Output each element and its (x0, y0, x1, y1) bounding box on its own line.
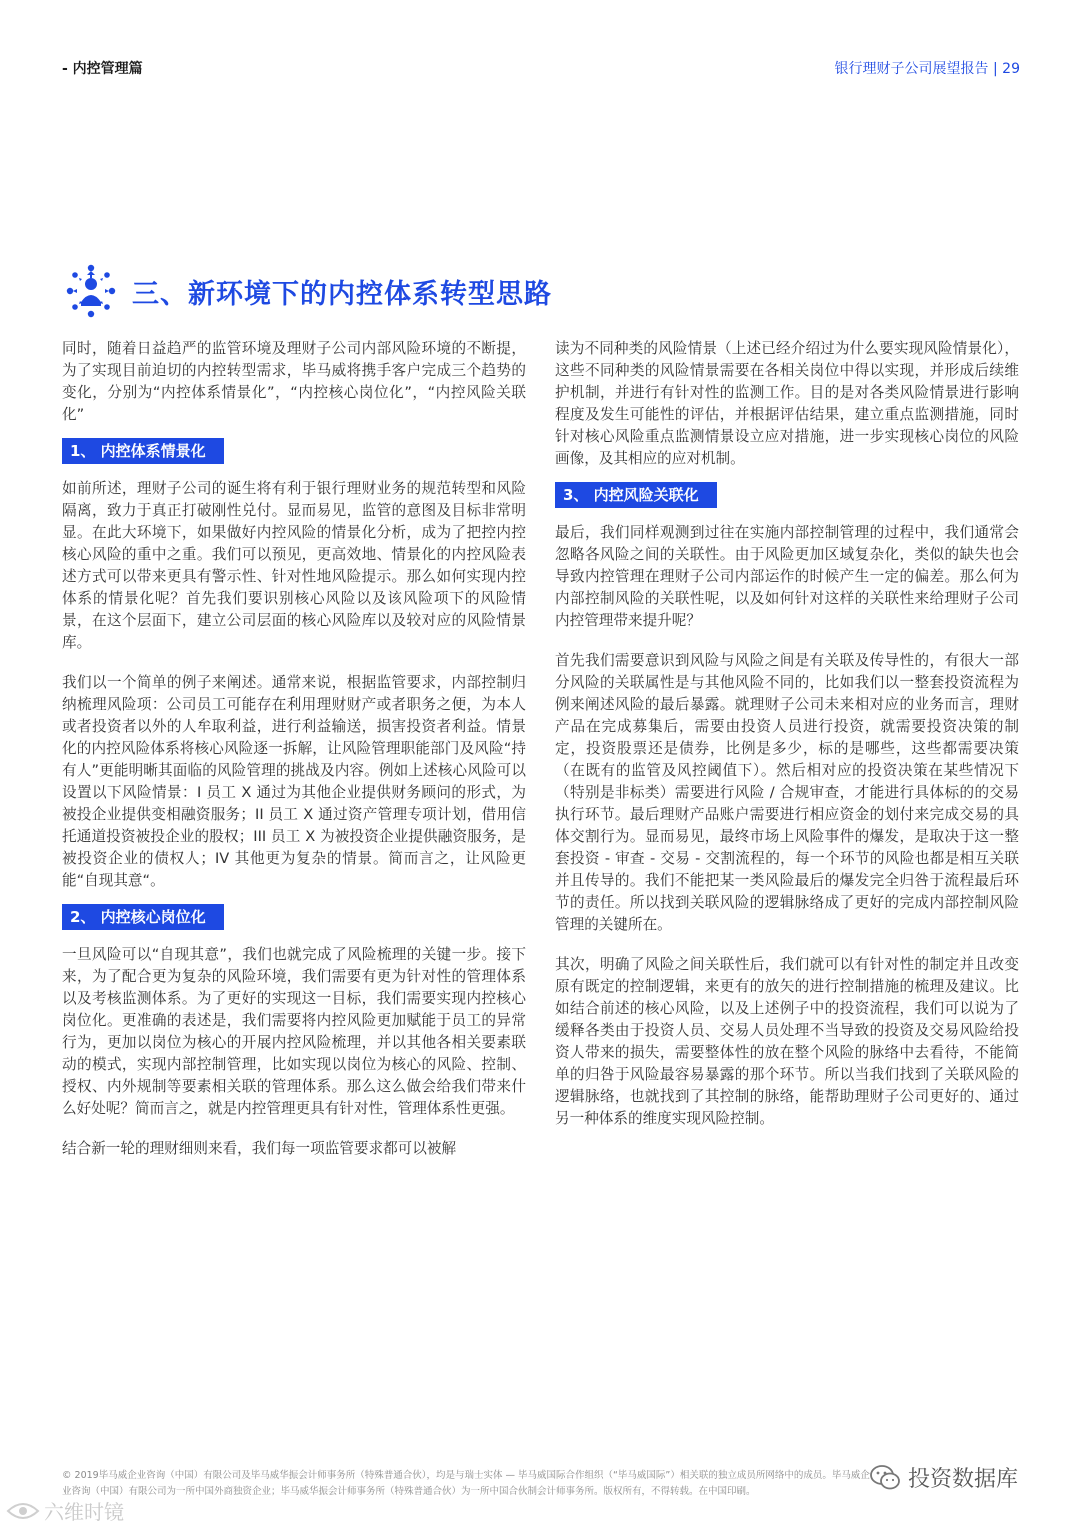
copyright-footer (62, 1468, 882, 1500)
team-network-icon (62, 262, 120, 320)
watermark-right-text: 投资数据库 (908, 1467, 1019, 1492)
footer-line: © 2019毕马威企业咨询（中国）有限公司及毕马威华振会计师事务所（特殊普通合伙），均是与瑞士实体 — 毕马威国际合作组织（“毕马威国际”）相关联的独立成员所网络中的成员。毕马威企 (62, 1470, 870, 1481)
right-column (555, 338, 1019, 1148)
paragraph: 结合新一轮的理财细则来看，我们每一项监管要求都可以被解 (62, 1140, 457, 1157)
watermark-left-text: 六维时镜 (44, 1500, 124, 1524)
watermark-left (6, 1496, 124, 1525)
wechat-icon (870, 1465, 900, 1491)
footer-line: 业咨询（中国）有限公司为一所中国外商独资企业；毕马威华振会计师事务所（特殊普通合伙）为一所中国合伙制会计师事务所。版权所有，不得转载。在中国印刷。 (62, 1486, 756, 1497)
watermark-right (870, 1462, 1018, 1493)
section-title: 三、新环境下的内控体系转型思路 (132, 278, 552, 310)
paragraph: 如前所述，理财子公司的诞生将有利于银行理财业务的规范转型和风险隔离，致力于真正打破刚性兑付。显而易见，监管的意图及目标非常明显。在此大环境下，如果做好内控风险的情景化分析，成为了把控内控核心风险的重中之重。我们可以预见，更高效地、情景化的内控风险表述方式可以带来更具有警示性、针对性地风险提示。那么如何实现内控体系的情景化呢？首先我们要识别核心风险以及该风险项下的风险情景，在这个层面下，建立公司层面的核心风险库以及较对应的风险情景库。 (62, 480, 526, 651)
paragraph: 首先我们需要意识到风险与风险之间是有关联及传导性的，有很大一部分风险的关联属性是与其他风险不同的，比如我们以一整套投资流程为例来阐述风险的最后暴露。就理财子公司未来相对应的业务而言，理财产品在完成募集后，需要由投资人员进行投资，就需要投资决策的制定，投资股票还是债券，比例是多少，标的是哪些，这些都需要决策（在既有的监管及风控阈值下）。然后相对应的投资决策在某些情况下（特别是非标类）需要进行风险 / 合规审查，才能进行具体标的的交易执行环节。最后理财产品账户需要进行相应资金的划付来完成交易的具体交割行为。显而易见，最终市场上风险事件的爆发，是取决于这一整套投资 - 审查 - 交易 - 交割流程的，每一个环节的风险也都是相互关联并且传导的。我们不能把某一类风险最后的爆发完全归咎于流程最后环节的责任。所以找到关联风险的逻辑脉络成了更好的完成内部控制风险管理的关键所在。 (555, 652, 1019, 933)
paragraph: 我们以一个简单的例子来阐述。通常来说，根据监管要求，内部控制归纳梳理风险项：公司员工可能存在利用理财财产或者职务之便，为本人或者投资者以外的人牟取利益，进行利益输送，损害投资者利益。情景化的内控风险体系将核心风险逐一拆解，让风险管理职能部门及风险“持有人”更能明晰其面临的风险管理的挑战及内容。例如上述核心风险可以设置以下风险情景：I 员工 X 通过为其他企业提供财务顾问的形式，为被投企业提供变相融资服务；II 员工 X 通过资产管理专项计划，借用信托通道投资被投企业的股权；III 员工 X 为被投资企业提供融资服务，是被投资企业的债权人；IV 其他更为复杂的情景。简而言之，让风险更能“自现其意“。 (62, 674, 526, 889)
paragraph: 其次，明确了风险之间关联性后，我们就可以有针对性的制定并且改变原有既定的控制逻辑，来更有的放矢的进行控制措施的梳理及建议。比如结合前述的核心风险，以及上述例子中的投资流程，我们可以说为了缓释各类由于投资人员、交易人员处理不当导致的投资及交易风险给投资人带来的损失，需要整体性的放在整个风险的脉络中去看待，不能简单的归咎于风险最容易暴露的那个环节。所以当我们找到了关联风险的逻辑脉络，也就找到了其控制的脉络，能帮助理财子公司更好的、通过另一种体系的维度实现风险控制。 (555, 956, 1019, 1127)
paragraph: 一旦风险可以“自现其意”，我们也就完成了风险梳理的关键一步。接下来，为了配合更为复杂的风险环境，我们需要有更为针对性的管理体系以及考核监测体系。为了更好的实现这一目标，我们需要实现内控核心岗位化。更准确的表述是，我们需要将内控风险更加赋能于员工的异常行为，更加以岗位为核心的开展内控风险梳理，并以其他各相关要素联动的模式，实现内部控制管理，比如实现以岗位为核心的风险、控制、授权、内外规制等要素相关联的管理体系。那么这么做会给我们带来什么好处呢？简而言之，就是内控管理更具有针对性，管理体系性更强。 (62, 946, 526, 1117)
header-section-label: - 内控管理篇 (62, 61, 143, 77)
page-number: 29 (1002, 61, 1020, 77)
section-heading (62, 262, 552, 320)
intro-paragraph: 同时，随着日益趋严的监管环境及理财子公司内部风险环境的不断提，为了实现目前迫切的内控转型需求，毕马威将携手客户完成三个趋势的变化，分别为“内控体系情景化”，“内控核心岗位化”，“内控风险关联化” (62, 340, 526, 423)
report-title: 银行理财子公司展望报告 (834, 61, 989, 77)
subheading-3: 3、 内控风险关联化 (555, 482, 717, 508)
paragraph: 读为不同种类的风险情景（上述已经介绍过为什么要实现风险情景化），这些不同种类的风险情景需要在各相关岗位中得以实现，并形成后续维护机制，并进行有针对性的监测工作。目的是对各类风险情景进行影响程度及发生可能性的评估，并根据评估结果，建立重点监测措施，同时针对核心风险重点监测情景设立应对措施，进一步实现核心岗位的风险画像，及其相应的应对机制。 (555, 340, 1019, 467)
paragraph: 最后，我们同样观测到过往在实施内部控制管理的过程中，我们通常会忽略各风险之间的关联性。由于风险更加区域复杂化，类似的缺失也会导致内控管理在理财子公司内部运作的时候产生一定的偏差。那么何为内部控制风险的关联性呢，以及如何针对这样的关联性来给理财子公司内控管理带来提升呢？ (555, 524, 1019, 629)
header-report-title (835, 58, 1020, 78)
left-column (62, 338, 526, 1178)
subheading-2: 2、 内控核心岗位化 (62, 904, 224, 930)
subheading-1: 1、 内控体系情景化 (62, 438, 224, 464)
header-separator: | (993, 61, 998, 77)
eye-logo-icon (6, 1500, 40, 1522)
